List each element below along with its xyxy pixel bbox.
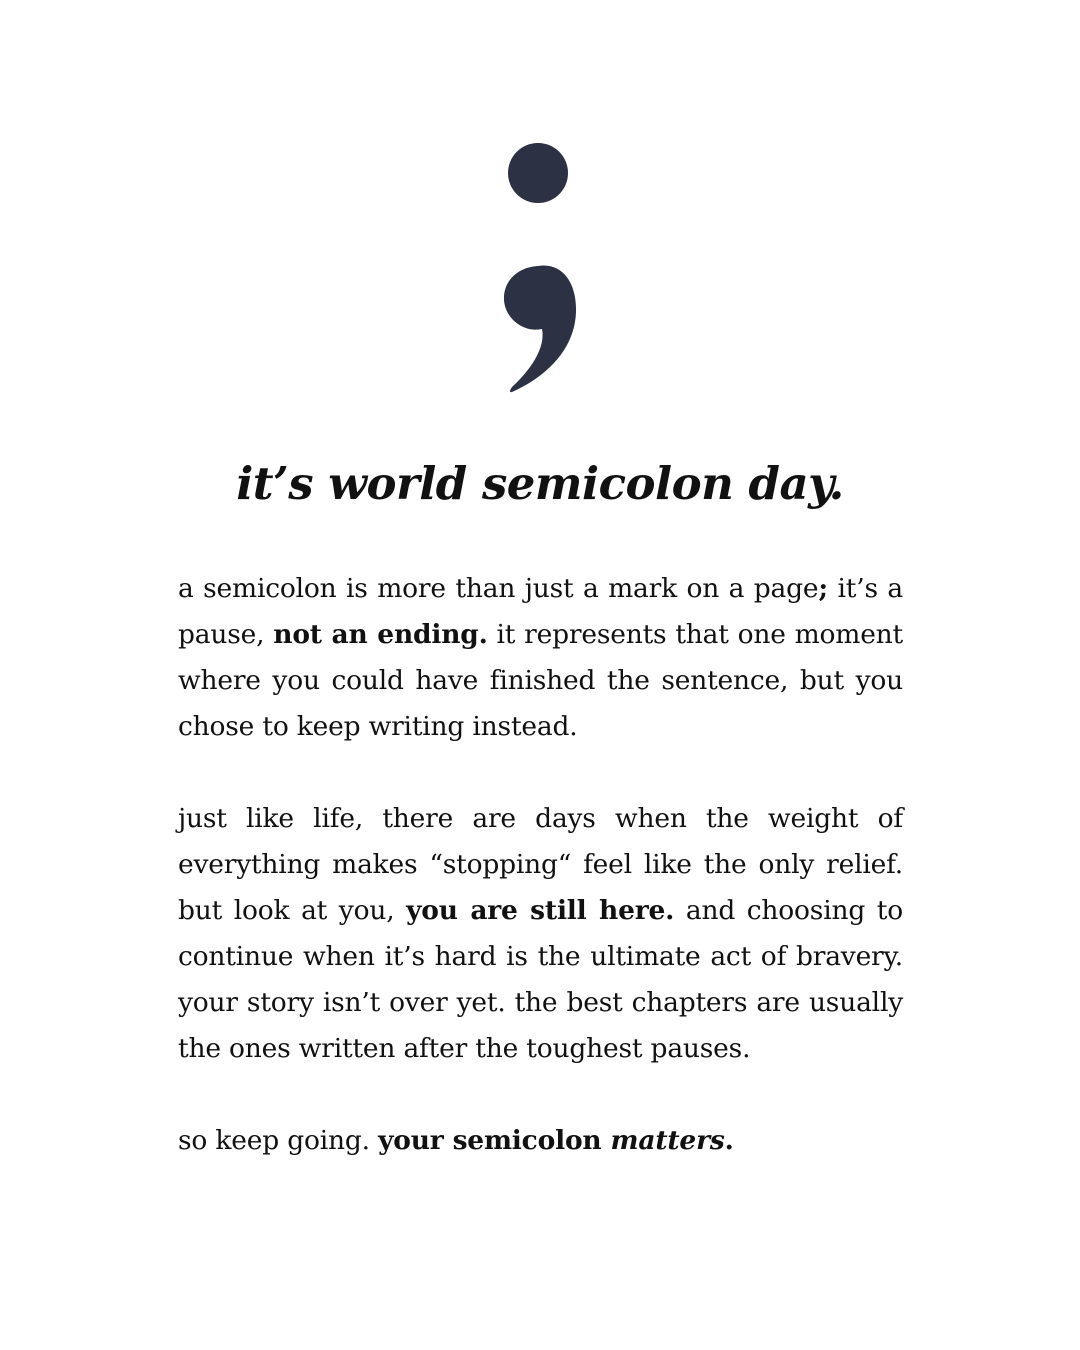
paragraph-1-text-3: it represents that one moment where you could have finished the sentence, but you chose to keep writing instead. bbox=[178, 619, 903, 742]
paragraph-2-text-2: and choosing to continue when it’s hard is the ultimate act of bravery. your story isn’t over yet. the best chapters are usually the ones written after the toughest pauses. bbox=[178, 895, 903, 1064]
paragraph-1-text-2: it’s a pause, bbox=[178, 573, 903, 650]
paragraph-3-text-1: so keep going. bbox=[178, 1125, 379, 1156]
paragraph-2 bbox=[178, 796, 903, 1072]
semicolon-icon bbox=[490, 130, 600, 400]
page-title: it’s world semicolon day. bbox=[236, 457, 844, 510]
paragraph-1-text-1: a semicolon is more than just a mark on a page bbox=[178, 573, 819, 604]
emphasis-matters: matters bbox=[610, 1125, 725, 1156]
paragraph-3 bbox=[178, 1118, 903, 1164]
bold-semicolon: ; bbox=[818, 573, 828, 604]
body-text bbox=[178, 566, 903, 1164]
paragraph-1 bbox=[178, 566, 903, 750]
closing-period: . bbox=[724, 1125, 734, 1156]
emphasis-still-here: you are still here. bbox=[406, 895, 675, 926]
semicolon-comma bbox=[504, 265, 576, 392]
paragraph-2-text-1: just like life, there are days when the weight of everything makes “stopping“ feel like the only relief. but look at you, bbox=[178, 803, 903, 926]
emphasis-your-semicolon: your semicolon bbox=[378, 1125, 611, 1156]
semicolon-dot bbox=[508, 143, 568, 203]
emphasis-not-an-ending: not an ending. bbox=[273, 619, 488, 650]
